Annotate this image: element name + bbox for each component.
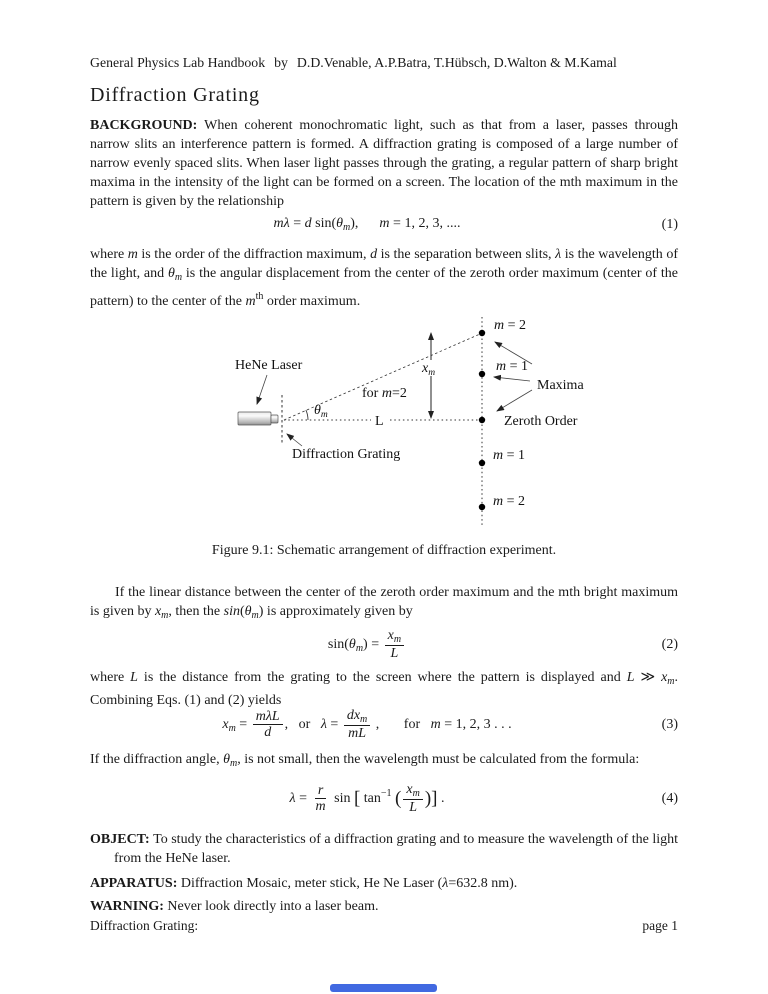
footer-right: page 1: [642, 918, 678, 933]
where-L-paragraph: where L is the distance from the grating to the screen where the pattern is displayed and L ≫ $x_m$. Combining Eqs. (1) and (2) yields: [90, 670, 679, 708]
equation-4: [90, 782, 678, 816]
maxima-dot-zeroth: [479, 417, 485, 423]
laser-icon: [238, 412, 278, 425]
object-paragraph: OBJECT: To study the characteristics of a diffraction grating and to measure the wavelength of the light from the HeNe laser.: [90, 832, 678, 866]
equation-4-body: λ = $\frac{r}{m}$ sin [ $\tan^{-1}$ ( $\frac{x_m}{L}$ )] .: [289, 782, 445, 816]
label-hene-laser: HeNe Laser: [235, 358, 303, 373]
grating-label-arrow: [287, 434, 302, 446]
header-course: General Physics Lab Handbook: [90, 55, 266, 70]
warning-paragraph: WARNING: Never look directly into a laser beam.: [90, 899, 379, 914]
header-authors: D.D.Venable, A.P.Batra, T.Hübsch, D.Walton & M.Kamal: [296, 55, 617, 70]
label-m1-bottom: m = 1: [493, 448, 526, 463]
label-diffraction-grating: Diffraction Grating: [292, 447, 401, 462]
label-zeroth-order: Zeroth Order: [504, 414, 578, 429]
label-for-m2: for m=2: [362, 386, 407, 401]
figure-caption: Figure 9.1: Schematic arrangement of diffraction experiment.: [211, 543, 557, 558]
hene-laser-arrow: [257, 375, 267, 404]
figure-diagram: [90, 315, 678, 530]
label-m2-top: m = 2: [494, 318, 527, 333]
page-header: [90, 55, 678, 71]
theta-arc: [306, 410, 308, 420]
equation-2: [90, 628, 678, 662]
label-L: L: [375, 414, 384, 429]
label-xm: $x_m$: [422, 361, 436, 378]
maxima-arrow-zeroth: [497, 390, 532, 411]
maxima-arrow-m1: [494, 377, 530, 381]
equation-3-body: $x_m$ = $\frac{\text{mλL}}{d}$ , or λ = $\frac{dx_m}{mL}$ , for m = 1, 2, 3 . . .: [222, 708, 512, 742]
diffraction-figure-svg: [90, 315, 678, 530]
label-maxima: Maxima: [537, 378, 584, 393]
where-m-paragraph: where m is the order of the diffraction maximum, d is the separation between slits, λ is the wavelength of the light, and $\theta_m$ is the angular displacement from the center of the zeroth order maximum (center of the pattern) to the center of the $m^{th}$ order maximum.: [90, 247, 678, 309]
equation-2-body: $\sin(\theta_m)$ = $\frac{x_m}{L}$: [90, 628, 644, 662]
background-paragraph: BACKGROUND: When coherent monochromatic light, such as that from a laser, passes through narrow slits an interference pattern is formed. A diffraction grating is composed of a large number of narrow evenly spaced slits. When laser light passes through the grating, a regular pattern of sharp bright maxima in the intensity of the light can be formed on a screen. The location of the mth maximum in the pattern is given by the relationship: [90, 118, 678, 209]
maxima-dot-m2-top: [479, 330, 485, 336]
if-angle-paragraph: If the diffraction angle, $\theta_m$, is not small, then the wavelength must be calculated from the formula:: [90, 752, 640, 769]
page-footer: [90, 918, 678, 934]
equation-3: [90, 708, 678, 742]
maxima-dot-m1-bottom: [479, 460, 485, 466]
equation-2-tag: (2): [661, 636, 678, 652]
label-m1-top: m = 1: [496, 359, 529, 374]
equation-1-body: mλ = d $\sin(\theta_m)$, m = 1, 2, 3, ....: [273, 216, 461, 233]
equation-1-tag: (1): [661, 216, 678, 232]
page-title: Diffraction Grating: [90, 84, 260, 106]
header-by: by: [274, 55, 288, 70]
equation-4-tag: (4): [661, 790, 678, 806]
footer-left: Diffraction Grating:: [90, 918, 199, 933]
label-m2-bottom: m = 2: [493, 494, 526, 509]
maxima-dot-m2-bottom: [479, 504, 485, 510]
maxima-dot-m1-top: [479, 371, 485, 377]
equation-1: [90, 216, 678, 233]
scrollbar-thumb[interactable]: [330, 984, 437, 992]
if-linear-paragraph: If the linear distance between the center of the zeroth order maximum and the mth bright maximum is given by $x_m$, then the $\sin(\theta_m)$ is approximately given by: [90, 585, 678, 621]
apparatus-paragraph: APPARATUS: Diffraction Mosaic, meter stick, He Ne Laser (λ=632.8 nm).: [90, 876, 518, 891]
equation-3-tag: (3): [661, 716, 678, 732]
label-theta-m: $\theta_m$: [314, 403, 328, 420]
